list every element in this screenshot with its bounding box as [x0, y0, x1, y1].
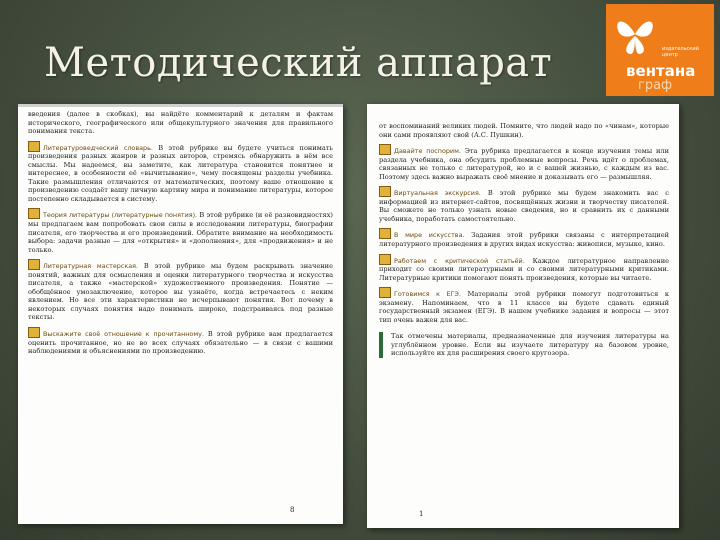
section-block: [28, 327, 333, 356]
page-number: 1: [419, 510, 424, 518]
section-text: Так отмечены материалы, предназначенные для изучения литературы на углублённом уровне. Если вы изучаете литературу на базовом уровне, используйте их для расширения своего кругозора.: [391, 332, 669, 358]
section-text: Материалы этой рубрики помогут подготовиться к экзамену. Напоминаем, что в 11 классе вы будете сдавать единый государственный экзамен (ЕГЭ). В нашем учебнике задания и вопросы — этот тип очень важен для вас.: [379, 290, 669, 324]
butterfly-logo-icon: [612, 12, 658, 58]
textbook-page-right: [367, 104, 679, 528]
textbook-page-left: [18, 104, 343, 524]
section-text: Задания этой рубрики связаны с интерпретацией литературного произведения в других видах искусства: живописи, музыке, кино.: [379, 231, 669, 249]
page-scan-edge: [18, 104, 343, 107]
section-block: [379, 228, 669, 248]
section-text: Каждое литературное направление приходит со своими литературными и со своими литературными критиками. Литературные критики помогают понять произведения, которые вы читаете.: [379, 256, 669, 282]
opinion-icon: [28, 327, 40, 338]
section-header: Литературная мастерская.: [43, 262, 139, 271]
workshop-icon: [28, 259, 40, 270]
theory-icon: [28, 208, 40, 219]
publisher-logo: [606, 4, 714, 96]
section-text: В этой рубрике (и её разновидностях) мы предлагаем вам попробовать свои силы в исследовании литературы, биографии писателя, его творчества и его произведений. Обратите внимание на необходимость выбора: задачи разные — для «открытия» и «дополнения», для «продвижения» и не только.: [28, 211, 334, 254]
section-text: В этой рубрике вам предлагается оценить прочитанное, но не во всех случаях обязательно — в связи с вашими наблюдениями и объяснениями по произведению.: [28, 330, 333, 356]
intro-text: введения (далее в скобках), вы найдёте комментарий к деталям и фактам исторического, географического или общекультурного значения для правильного понимания текста.: [28, 110, 333, 136]
section-block: [379, 332, 669, 358]
debate-icon: [379, 144, 391, 155]
section-text: В этой рубрике мы будем знакомить вас с информацией из интернет-сайтов, посвящённых жизни и творчеству писателей. Вы сможете не только узнать новые сведения, но и сравнить их с данными учебника, поработать самостоятельно.: [379, 189, 669, 223]
section-header: В мире искусства.: [394, 231, 465, 240]
section-block: [379, 186, 669, 223]
art-icon: [379, 228, 391, 239]
section-text: В этой рубрике мы будем раскрывать значение понятий, важных для осмысления и оценки литературного творчества и искусства писателя, а также «мастерской» художественного произведения. Понятие — обобщённое умозаключение, которое вы узнаёте, когда встречаетесь с неким явлением. Но все эти характеристики не исчерпывают понятия. Вот почему в некоторых случаях понятия надо понимать широко, подстраиваясь под разные тексты.: [28, 262, 333, 322]
article-icon: [379, 254, 391, 265]
section-block: [28, 208, 333, 254]
page-number: 8: [290, 506, 295, 514]
publisher-brand: вентана: [626, 62, 696, 80]
slide-title: Методический аппарат: [44, 40, 553, 86]
publisher-brand-sub: граф: [638, 78, 673, 93]
section-block: [28, 259, 333, 322]
section-block: [379, 254, 669, 283]
section-block: [379, 144, 669, 181]
intro-paragraph: [28, 110, 333, 136]
section-header: Виртуальная экскурсия.: [394, 189, 481, 198]
section-header: Литературоведческий словарь.: [43, 143, 153, 152]
section-text: В этой рубрике вы будете учиться понимать произведения разных жанров и разных авторов, стремясь обнаружить в нём все смыслы. Мы надеемся, вы заметите, как литература становится понятнее и интереснее, в особенности её «вычитывание», чему посвящены разделы учебника. Такие размышления отличаются от математических, поэтому ваше отношение к произведению создаёт вашу личную картину мира и понимание литературы, которое постепенно складывается в систему.: [28, 143, 333, 203]
publisher-label: издательский центр: [662, 46, 699, 58]
section-header: Давайте поспорим.: [394, 147, 461, 156]
intro-paragraph: [379, 122, 669, 139]
section-header: Работаем с критической статьёй.: [394, 256, 525, 265]
section-header: Теория литературы (литературные понятия).: [43, 211, 198, 220]
section-header: Готовимся к ЕГЭ.: [394, 290, 461, 299]
section-text: Эта рубрика предлагается в конце изучения темы или раздела учебника, она обсудить проблемные вопросы. Речь идёт о проблемах, связанных не только с литературой, но и с вашей жизнью, с каждым из вас. Поэтому здесь важно выражать своё мнение и доказывать его — размышляя.: [379, 147, 669, 181]
book-icon: [28, 141, 40, 152]
section-block: [28, 141, 333, 204]
section-header: Выскажите своё отношение к прочитанному.: [43, 330, 204, 339]
computer-icon: [379, 186, 391, 197]
intro-text: от воспоминаний великих людей. Помните, что людей надо по «чинам», которые они сами проявляют свой (А.С. Пушкин).: [379, 122, 669, 139]
section-block: [379, 287, 669, 324]
exam-icon: [379, 287, 391, 298]
